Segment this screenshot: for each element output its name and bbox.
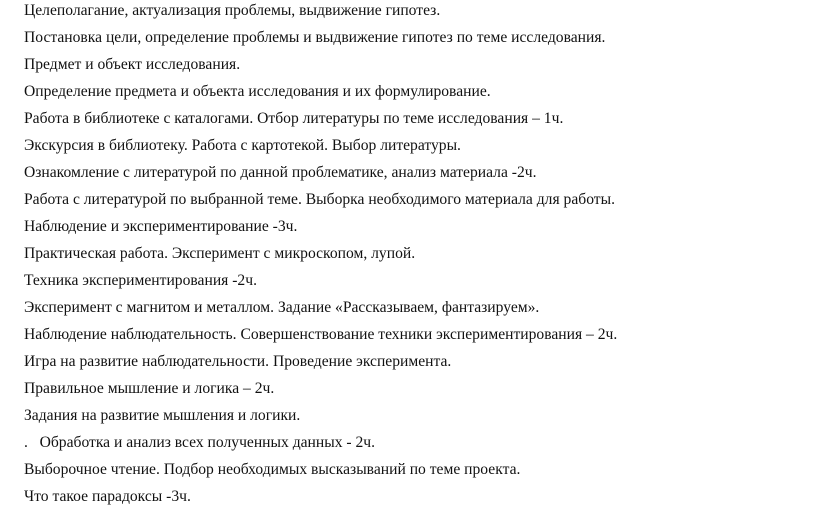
text-line-18: Выборочное чтение. Подбор необходимых высказываний по теме проекта. xyxy=(24,461,521,478)
text-line-17: . Обработка и анализ всех полученных данных - 2ч. xyxy=(24,434,376,451)
text-line-16: Задания на развитие мышления и логики. xyxy=(24,407,301,424)
text-line-6: Экскурсия в библиотеку. Работа с картотекой. Выбор литературы. xyxy=(24,137,461,154)
text-line-1: Целеполагание, актуализация проблемы, выдвижение гипотез. xyxy=(24,2,441,19)
text-line-9: Наблюдение и экспериментирование -3ч. xyxy=(24,218,298,235)
text-line-14: Игра на развитие наблюдательности. Проведение эксперимента. xyxy=(24,353,452,370)
text-line-8: Работа с литературой по выбранной теме. Выборка необходимого материала для работы. xyxy=(24,191,615,208)
text-line-13: Наблюдение наблюдательность. Совершенствование техники экспериментирования – 2ч. xyxy=(24,326,618,343)
text-line-2: Постановка цели, определение проблемы и выдвижение гипотез по теме исследования. xyxy=(24,29,606,46)
text-line-10: Практическая работа. Эксперимент с микроскопом, лупой. xyxy=(24,245,416,262)
text-line-3: Предмет и объект исследования. xyxy=(24,56,241,73)
text-line-12: Эксперимент с магнитом и металлом. Задание «Рассказываем, фантазируем». xyxy=(24,299,540,316)
text-line-4: Определение предмета и объекта исследования и их формулирование. xyxy=(24,83,491,100)
text-line-19: Что такое парадоксы -3ч. xyxy=(24,488,191,505)
text-line-11: Техника экспериментирования -2ч. xyxy=(24,272,257,289)
text-line-7: Ознакомление с литературой по данной проблематике, анализ материала -2ч. xyxy=(24,164,537,181)
text-line-15: Правильное мышление и логика – 2ч. xyxy=(24,380,275,397)
text-line-5: Работа в библиотеке с каталогами. Отбор литературы по теме исследования – 1ч. xyxy=(24,110,564,127)
